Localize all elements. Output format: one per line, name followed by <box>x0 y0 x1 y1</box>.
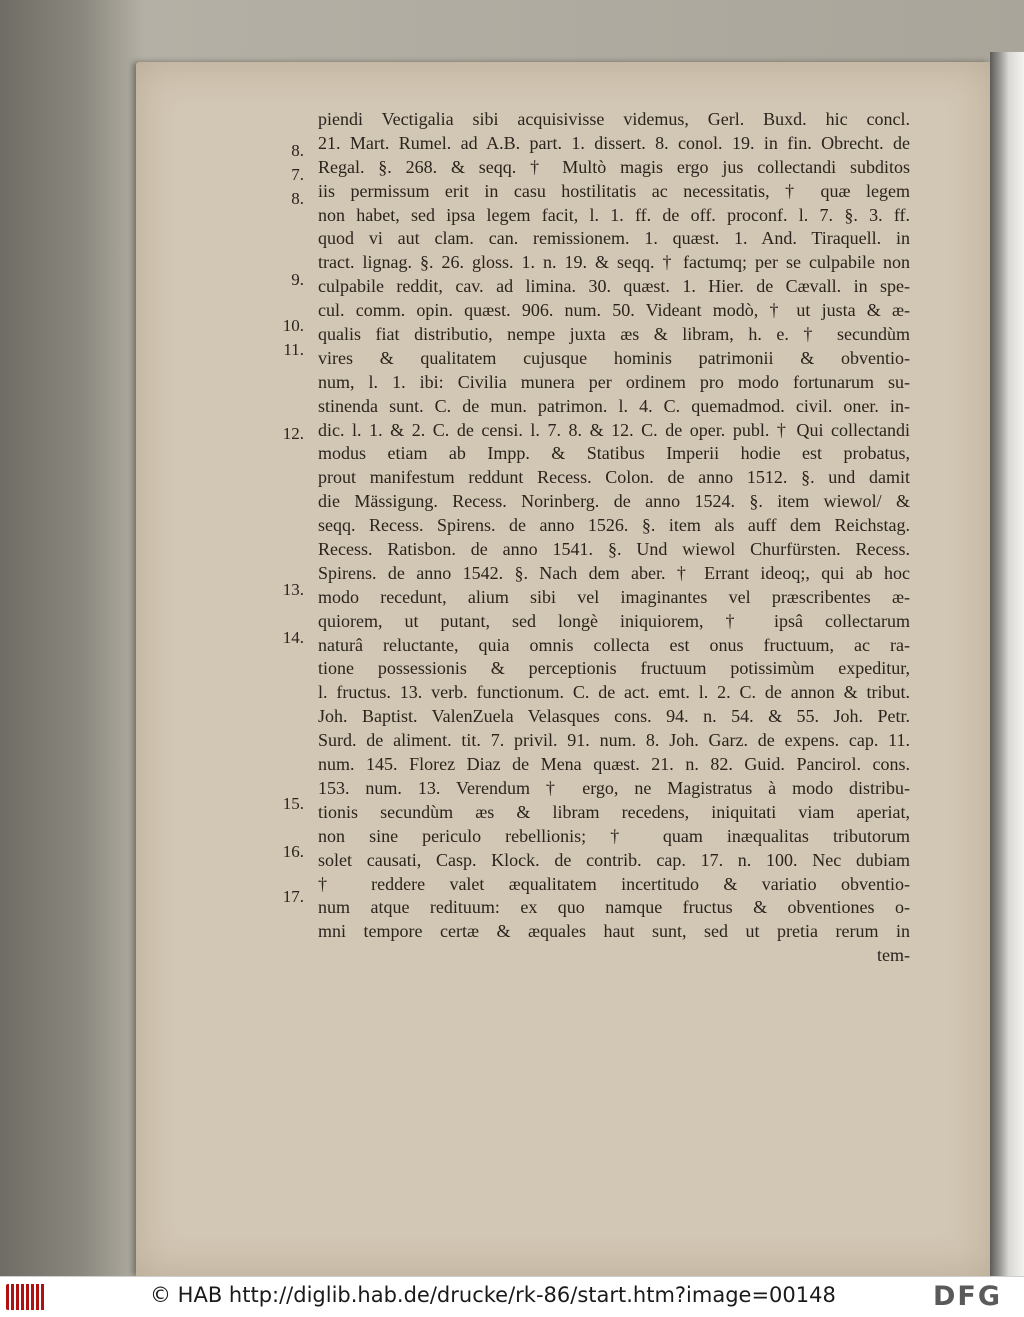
catchword: tem- <box>877 945 910 966</box>
margin-number: 14. <box>282 628 304 647</box>
margin-number: 12. <box>282 424 304 443</box>
book-edge <box>990 52 1024 1276</box>
text-line: l. fructus. 13. verb. functionum. C. de act. emt. l. 2. C. de annon & tribut. <box>318 682 910 703</box>
margin-number: 9. <box>291 270 304 289</box>
barcode-icon <box>6 1284 46 1310</box>
text-line: solet causati, Casp. Klock. de contrib. cap. 17. n. 100. Nec dubiam <box>318 849 910 870</box>
margin-number: 17. <box>282 887 304 906</box>
footer-bar <box>0 1276 1024 1317</box>
text-line: seqq. Recess. Spirens. de anno 1526. §. item als auff dem Reichstag. <box>318 515 910 536</box>
text-line: 21. Mart. Rumel. ad A.B. part. 1. dissert. 8. conol. 19. in fin. Obrecht. de <box>318 132 910 153</box>
text-line: quod vi aut clam. can. remissionem. 1. quæst. 1. And. Tiraquell. in <box>318 228 910 249</box>
margin-number: 15. <box>282 794 304 813</box>
text-line: tionis secundùm æs & libram recedens, iniquitati viam aperiat, <box>318 801 910 822</box>
margin-number: 13. <box>282 580 304 599</box>
text-line: modus etiam ab Impp. & Statibus Imperii hodie est probatus, <box>318 443 910 464</box>
margin-number: 7. <box>291 165 304 184</box>
margin-number: 8. <box>291 141 304 160</box>
page-text <box>318 108 910 968</box>
text-line: iis permissum erit in casu hostilitatis ac necessitatis, † quæ legem <box>318 180 910 201</box>
text-line: Regal. §. 268. & seqq. † Multò magis ergo jus collectandi subditos <box>318 156 910 177</box>
text-line: qualis fiat distributio, nempe juxta æs & libram, h. e. † secundùm <box>318 324 910 345</box>
text-line: mni tempore certæ & æquales haut sunt, sed ut pretia rerum in <box>318 921 910 942</box>
dfg-logo: DFG <box>933 1281 1003 1312</box>
text-line: vires & qualitatem cujusque hominis patrimonii & obventio- <box>318 347 910 368</box>
text-line: Recess. Ratisbon. de anno 1541. §. Und wiewol Churfürsten. Recess. <box>318 539 910 560</box>
text-line: non sine periculo rebellionis; † quam inæqualitas tributorum <box>318 825 910 846</box>
margin-number: 16. <box>282 842 304 861</box>
margin-number: 11. <box>283 340 304 359</box>
text-line: die Mässigung. Recess. Norinberg. de anno 1524. §. item wiewol/ & <box>318 491 910 512</box>
text-line: num atque redituum: ex quo namque fructus & obventiones o- <box>318 897 910 918</box>
copyright-link[interactable]: © HAB http://diglib.hab.de/drucke/rk-86/start.htm?image=00148 <box>150 1283 836 1307</box>
text-line: Surd. de aliment. tit. 7. privil. 91. num. 8. Joh. Garz. de expens. cap. 11. <box>318 730 910 751</box>
text-line: tract. lignag. §. 26. gloss. 1. n. 19. & seqq. † factumq; per se culpabile non <box>318 252 910 273</box>
text-line: piendi Vectigalia sibi acquisivisse videmus, Gerl. Buxd. hic concl. <box>318 109 910 129</box>
text-line: Joh. Baptist. ValenZuela Velasques cons. 94. n. 54. & 55. Joh. Petr. <box>318 706 910 727</box>
text-line: 153. num. 13. Verendum † ergo, ne Magistratus à modo distribu- <box>318 777 910 798</box>
text-line: modo recedunt, alium sibi vel imaginantes vel præscribentes æ- <box>318 586 910 607</box>
text-line: num. 145. Florez Diaz de Mena quæst. 21. n. 82. Guid. Pancirol. cons. <box>318 754 910 775</box>
text-line: quiorem, ut putant, sed longè iniquiorem, † ipsâ collectarum <box>318 610 910 631</box>
text-line: stinenda sunt. C. de mun. patrimon. l. 4. C. quemadmod. civil. oner. in- <box>318 395 910 416</box>
text-line: num, l. 1. ibi: Civilia munera per ordinem pro modo fortunarum su- <box>318 371 910 392</box>
text-line: † reddere valet æqualitatem incertitudo & variatio obventio- <box>318 873 910 894</box>
text-line: Spirens. de anno 1542. §. Nach dem aber. † Errant ideoq;, qui ab hoc <box>318 562 910 583</box>
text-line: tione possessionis & perceptionis fructuum potissimùm expeditur, <box>318 658 910 679</box>
text-line: prout manifestum reddunt Recess. Colon. de anno 1512. §. und damit <box>318 467 910 488</box>
margin-number: 10. <box>282 316 304 335</box>
margin-number: 8. <box>291 189 304 208</box>
text-line: dic. l. 1. & 2. C. de censi. l. 7. 8. & 12. C. de oper. publ. † Qui collectandi <box>318 419 910 440</box>
text-line: naturâ reluctante, quia omnis collecta est onus fructuum, ac ra- <box>318 634 910 655</box>
text-line: non habet, sed ipsa legem facit, l. 1. ff. de off. proconf. l. 7. §. 3. ff. <box>318 204 910 225</box>
text-line: cul. comm. opin. quæst. 906. num. 50. Videant modò, † ut justa & æ- <box>318 300 910 321</box>
text-line: culpabile reddit, cav. ad limina. 30. quæst. 1. Hier. de Cævall. in spe- <box>318 276 910 297</box>
